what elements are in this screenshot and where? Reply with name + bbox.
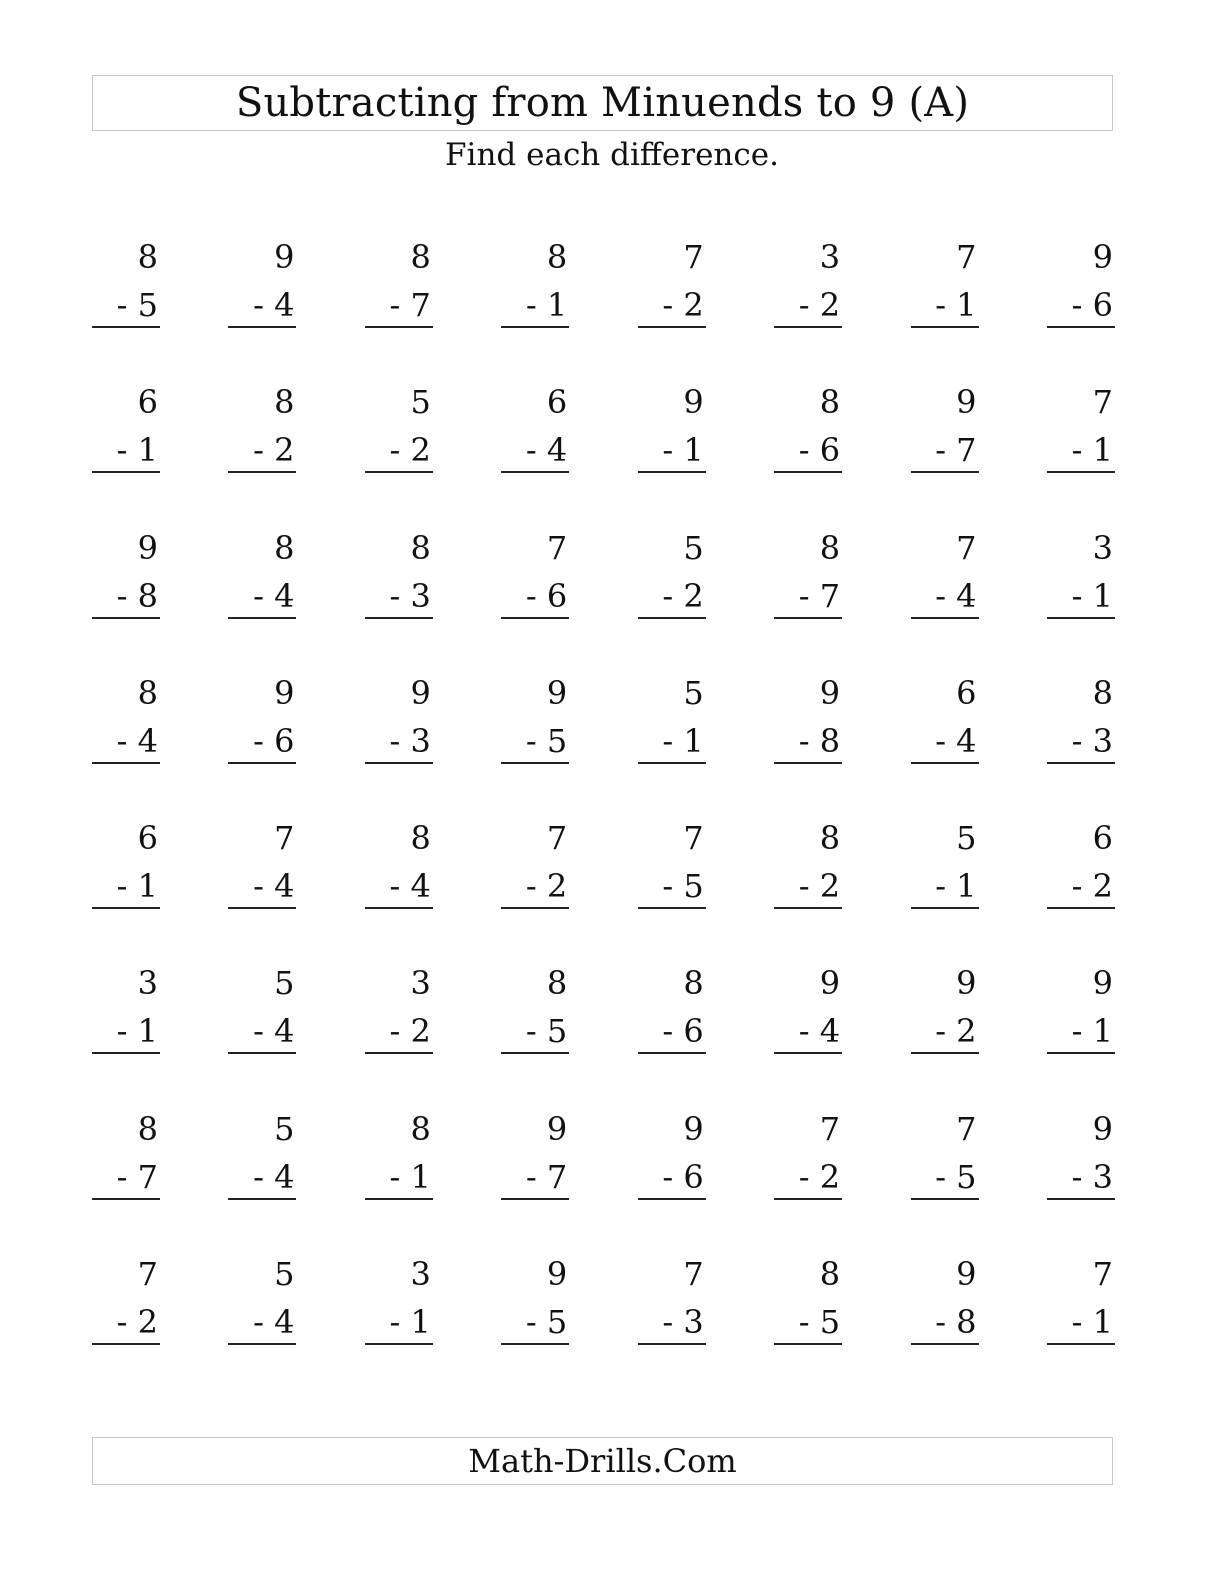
subtraction-problem xyxy=(1047,1249,1115,1394)
minuend: 6 xyxy=(1092,819,1113,858)
minuend: 8 xyxy=(410,819,431,858)
subtraction-problem xyxy=(638,232,706,377)
subtraction-problem xyxy=(501,813,569,958)
minuend: 9 xyxy=(819,964,841,1003)
answer-line xyxy=(92,1052,160,1054)
subtrahend: - 4 xyxy=(253,576,295,615)
subtraction-problem xyxy=(774,668,842,813)
subtrahend: - 5 xyxy=(798,1303,841,1342)
subtrahend: - 6 xyxy=(253,721,295,760)
subtrahend: - 6 xyxy=(662,1012,704,1051)
minuend: 8 xyxy=(819,1255,841,1294)
subtraction-problem xyxy=(774,377,842,522)
minuend: 6 xyxy=(137,819,158,858)
minuend: 6 xyxy=(137,383,158,422)
minuend: 5 xyxy=(274,1109,295,1148)
minuend: 9 xyxy=(956,964,977,1003)
subtrahend: - 1 xyxy=(116,1012,158,1051)
minuend: 5 xyxy=(410,383,431,422)
subtrahend: - 3 xyxy=(1071,1157,1113,1196)
subtraction-problem xyxy=(92,1104,160,1249)
minuend: 9 xyxy=(956,1255,977,1294)
subtrahend: - 6 xyxy=(662,1157,704,1196)
minuend: 9 xyxy=(410,673,431,712)
minuend: 3 xyxy=(819,238,841,276)
footer-box xyxy=(92,1437,1113,1485)
subtraction-problem xyxy=(911,1104,979,1249)
minuend: 7 xyxy=(956,528,977,567)
minuend: 7 xyxy=(274,819,295,858)
answer-line xyxy=(228,1198,296,1200)
answer-line xyxy=(365,1343,433,1345)
subtraction-problem xyxy=(365,523,433,668)
subtrahend: - 2 xyxy=(798,286,841,324)
subtraction-problem xyxy=(501,377,569,522)
subtraction-problem xyxy=(911,668,979,813)
minuend: 8 xyxy=(819,528,841,567)
subtraction-problem xyxy=(911,377,979,522)
minuend: 9 xyxy=(274,238,295,276)
subtrahend: - 4 xyxy=(389,867,431,906)
subtraction-problem xyxy=(365,1249,433,1394)
minuend: 8 xyxy=(819,819,841,858)
subtrahend: - 2 xyxy=(935,1012,977,1051)
minuend: 5 xyxy=(683,673,704,712)
answer-line xyxy=(911,762,979,764)
subtrahend: - 1 xyxy=(389,1303,431,1342)
subtrahend: - 4 xyxy=(798,1012,841,1051)
minuend: 9 xyxy=(956,383,977,422)
subtraction-problem xyxy=(774,1104,842,1249)
subtrahend: - 3 xyxy=(662,1303,704,1342)
subtraction-problem xyxy=(228,232,296,377)
subtrahend: - 4 xyxy=(253,286,295,324)
subtrahend: - 5 xyxy=(935,1157,977,1196)
answer-line xyxy=(228,1343,296,1345)
subtrahend: - 2 xyxy=(662,576,704,615)
minuend: 5 xyxy=(956,819,977,858)
subtrahend: - 1 xyxy=(389,1157,431,1196)
subtrahend: - 4 xyxy=(253,867,295,906)
answer-line xyxy=(774,326,842,328)
minuend: 6 xyxy=(546,383,568,422)
answer-line xyxy=(365,617,433,619)
subtraction-problem xyxy=(92,813,160,958)
subtrahend: - 1 xyxy=(116,867,158,906)
answer-line xyxy=(92,471,160,473)
answer-line xyxy=(92,1198,160,1200)
minuend: 9 xyxy=(1092,964,1113,1003)
subtrahend: - 8 xyxy=(798,721,841,760)
minuend: 8 xyxy=(137,673,158,712)
minuend: 3 xyxy=(410,1255,431,1294)
answer-line xyxy=(365,1052,433,1054)
minuend: 7 xyxy=(546,819,568,858)
subtraction-problem xyxy=(1047,813,1115,958)
minuend: 9 xyxy=(819,673,841,712)
answer-line xyxy=(638,326,706,328)
answer-line xyxy=(501,1343,569,1345)
subtraction-problem xyxy=(774,1249,842,1394)
minuend: 8 xyxy=(137,1109,158,1148)
answer-line xyxy=(638,762,706,764)
minuend: 9 xyxy=(683,383,704,422)
subtraction-problem xyxy=(365,958,433,1103)
subtraction-problem xyxy=(638,668,706,813)
answer-line xyxy=(92,762,160,764)
subtraction-problem xyxy=(774,523,842,668)
subtrahend: - 7 xyxy=(525,1157,568,1196)
answer-line xyxy=(228,617,296,619)
answer-line xyxy=(1047,762,1115,764)
answer-line xyxy=(501,471,569,473)
subtraction-problem xyxy=(911,232,979,377)
subtraction-problem xyxy=(228,958,296,1103)
subtraction-problem xyxy=(774,813,842,958)
subtraction-problem xyxy=(92,523,160,668)
answer-line xyxy=(774,762,842,764)
subtraction-problem xyxy=(1047,523,1115,668)
minuend: 8 xyxy=(1092,673,1113,712)
answer-line xyxy=(1047,1052,1115,1054)
minuend: 5 xyxy=(274,1255,295,1294)
subtraction-problem xyxy=(1047,1104,1115,1249)
answer-line xyxy=(501,762,569,764)
subtrahend: - 5 xyxy=(662,867,704,906)
minuend: 8 xyxy=(683,964,704,1003)
minuend: 3 xyxy=(1092,528,1113,567)
subtraction-problem xyxy=(911,958,979,1103)
subtraction-problem xyxy=(774,958,842,1103)
answer-line xyxy=(638,907,706,909)
subtrahend: - 6 xyxy=(1071,286,1113,324)
answer-line xyxy=(501,1198,569,1200)
subtrahend: - 2 xyxy=(389,431,431,470)
answer-line xyxy=(501,907,569,909)
answer-line xyxy=(365,1198,433,1200)
subtraction-problem xyxy=(638,813,706,958)
subtraction-problem xyxy=(228,1104,296,1249)
subtrahend: - 7 xyxy=(389,286,431,324)
minuend: 9 xyxy=(1092,238,1113,276)
subtraction-problem xyxy=(638,523,706,668)
answer-line xyxy=(365,762,433,764)
answer-line xyxy=(365,907,433,909)
subtrahend: - 1 xyxy=(1071,1303,1113,1342)
subtraction-problem xyxy=(501,958,569,1103)
subtrahend: - 2 xyxy=(1071,867,1113,906)
subtrahend: - 1 xyxy=(1071,576,1113,615)
subtrahend: - 8 xyxy=(935,1303,977,1342)
answer-line xyxy=(774,907,842,909)
minuend: 8 xyxy=(137,238,158,276)
subtraction-problem xyxy=(501,668,569,813)
subtrahend: - 2 xyxy=(798,867,841,906)
answer-line xyxy=(774,1052,842,1054)
subtrahend: - 3 xyxy=(1071,721,1113,760)
subtraction-problem xyxy=(92,1249,160,1394)
subtrahend: - 2 xyxy=(116,1303,158,1342)
page-title: Subtracting from Minuends to 9 (A) xyxy=(235,80,970,126)
answer-line xyxy=(638,1052,706,1054)
subtraction-problem xyxy=(92,958,160,1103)
subtraction-problem xyxy=(92,232,160,377)
minuend: 5 xyxy=(683,528,704,567)
subtraction-problem xyxy=(228,813,296,958)
answer-line xyxy=(911,471,979,473)
subtrahend: - 4 xyxy=(253,1303,295,1342)
answer-line xyxy=(1047,1343,1115,1345)
answer-line xyxy=(638,1343,706,1345)
subtrahend: - 4 xyxy=(935,721,977,760)
subtrahend: - 4 xyxy=(525,431,568,470)
answer-line xyxy=(1047,617,1115,619)
subtrahend: - 1 xyxy=(935,286,977,324)
subtrahend: - 1 xyxy=(1071,1012,1113,1051)
minuend: 9 xyxy=(274,673,295,712)
subtraction-problem xyxy=(911,523,979,668)
minuend: 8 xyxy=(819,383,841,422)
minuend: 5 xyxy=(274,964,295,1003)
answer-line xyxy=(911,1052,979,1054)
answer-line xyxy=(501,326,569,328)
minuend: 7 xyxy=(683,1255,704,1294)
minuend: 9 xyxy=(546,673,568,712)
subtraction-problem xyxy=(911,813,979,958)
subtrahend: - 3 xyxy=(389,721,431,760)
answer-line xyxy=(911,617,979,619)
title-box xyxy=(92,75,1113,131)
answer-line xyxy=(774,1343,842,1345)
answer-line xyxy=(228,1052,296,1054)
subtrahend: - 2 xyxy=(798,1157,841,1196)
subtraction-problem xyxy=(92,668,160,813)
answer-line xyxy=(228,471,296,473)
minuend: 7 xyxy=(956,238,977,276)
subtraction-problem xyxy=(638,377,706,522)
subtrahend: - 1 xyxy=(1071,431,1113,470)
minuend: 8 xyxy=(546,964,568,1003)
answer-line xyxy=(911,907,979,909)
answer-line xyxy=(774,617,842,619)
subtraction-problem xyxy=(1047,377,1115,522)
minuend: 9 xyxy=(546,1255,568,1294)
minuend: 7 xyxy=(1092,1255,1113,1294)
minuend: 7 xyxy=(956,1109,977,1148)
problem-grid xyxy=(92,232,1115,1394)
answer-line xyxy=(1047,1198,1115,1200)
subtraction-problem xyxy=(638,1249,706,1394)
answer-line xyxy=(92,1343,160,1345)
subtraction-problem xyxy=(1047,668,1115,813)
subtrahend: - 4 xyxy=(116,721,158,760)
subtrahend: - 8 xyxy=(116,576,158,615)
subtraction-problem xyxy=(638,958,706,1103)
subtraction-problem xyxy=(365,668,433,813)
answer-line xyxy=(228,326,296,328)
minuend: 3 xyxy=(410,964,431,1003)
subtraction-problem xyxy=(1047,958,1115,1103)
answer-line xyxy=(774,471,842,473)
footer-site-name: Math-Drills.Com xyxy=(468,1442,737,1480)
minuend: 8 xyxy=(274,383,295,422)
minuend: 8 xyxy=(410,238,431,276)
subtrahend: - 3 xyxy=(389,576,431,615)
subtrahend: - 6 xyxy=(798,431,841,470)
subtraction-problem xyxy=(774,232,842,377)
subtraction-problem xyxy=(228,523,296,668)
subtraction-problem xyxy=(228,377,296,522)
subtrahend: - 1 xyxy=(935,867,977,906)
subtrahend: - 6 xyxy=(525,576,568,615)
subtrahend: - 7 xyxy=(116,1157,158,1196)
answer-line xyxy=(365,471,433,473)
subtraction-problem xyxy=(92,377,160,522)
subtrahend: - 5 xyxy=(525,1303,568,1342)
minuend: 9 xyxy=(1092,1109,1113,1148)
minuend: 8 xyxy=(274,528,295,567)
subtrahend: - 1 xyxy=(662,721,704,760)
instruction-text: Find each difference. xyxy=(445,137,779,173)
answer-line xyxy=(228,907,296,909)
minuend: 7 xyxy=(819,1109,841,1148)
subtraction-problem xyxy=(365,377,433,522)
subtrahend: - 2 xyxy=(525,867,568,906)
minuend: 8 xyxy=(410,1109,431,1148)
subtrahend: - 1 xyxy=(662,431,704,470)
answer-line xyxy=(638,617,706,619)
subtrahend: - 1 xyxy=(525,286,568,324)
answer-line xyxy=(911,1198,979,1200)
answer-line xyxy=(1047,326,1115,328)
subtraction-problem xyxy=(228,668,296,813)
answer-line xyxy=(501,617,569,619)
answer-line xyxy=(774,1198,842,1200)
minuend: 9 xyxy=(683,1109,704,1148)
answer-line xyxy=(92,326,160,328)
subtraction-problem xyxy=(911,1249,979,1394)
minuend: 8 xyxy=(410,528,431,567)
subtraction-problem xyxy=(501,232,569,377)
subtrahend: - 2 xyxy=(662,286,704,324)
subtraction-problem xyxy=(501,523,569,668)
minuend: 7 xyxy=(137,1255,158,1294)
subtrahend: - 5 xyxy=(525,721,568,760)
subtraction-problem xyxy=(638,1104,706,1249)
minuend: 9 xyxy=(137,528,158,567)
subtraction-problem xyxy=(1047,232,1115,377)
subtrahend: - 7 xyxy=(935,431,977,470)
minuend: 7 xyxy=(683,238,704,276)
minuend: 3 xyxy=(137,964,158,1003)
subtraction-problem xyxy=(365,1104,433,1249)
answer-line xyxy=(501,1052,569,1054)
subtrahend: - 5 xyxy=(116,286,158,324)
subtrahend: - 4 xyxy=(253,1157,295,1196)
subtrahend: - 5 xyxy=(525,1012,568,1051)
answer-line xyxy=(92,907,160,909)
subtraction-problem xyxy=(365,232,433,377)
subtrahend: - 4 xyxy=(253,1012,295,1051)
minuend: 8 xyxy=(546,238,568,276)
answer-line xyxy=(638,471,706,473)
answer-line xyxy=(92,617,160,619)
subtraction-problem xyxy=(228,1249,296,1394)
subtrahend: - 7 xyxy=(798,576,841,615)
subtrahend: - 1 xyxy=(116,431,158,470)
subtrahend: - 4 xyxy=(935,576,977,615)
answer-line xyxy=(638,1198,706,1200)
minuend: 7 xyxy=(1092,383,1113,422)
subtrahend: - 2 xyxy=(389,1012,431,1051)
answer-line xyxy=(1047,907,1115,909)
subtraction-problem xyxy=(365,813,433,958)
answer-line xyxy=(911,1343,979,1345)
answer-line xyxy=(911,326,979,328)
subtraction-problem xyxy=(501,1104,569,1249)
answer-line xyxy=(365,326,433,328)
minuend: 7 xyxy=(683,819,704,858)
subtraction-problem xyxy=(501,1249,569,1394)
answer-line xyxy=(1047,471,1115,473)
subtrahend: - 2 xyxy=(253,431,295,470)
minuend: 7 xyxy=(546,528,568,567)
minuend: 6 xyxy=(956,673,977,712)
minuend: 9 xyxy=(546,1109,568,1148)
answer-line xyxy=(228,762,296,764)
